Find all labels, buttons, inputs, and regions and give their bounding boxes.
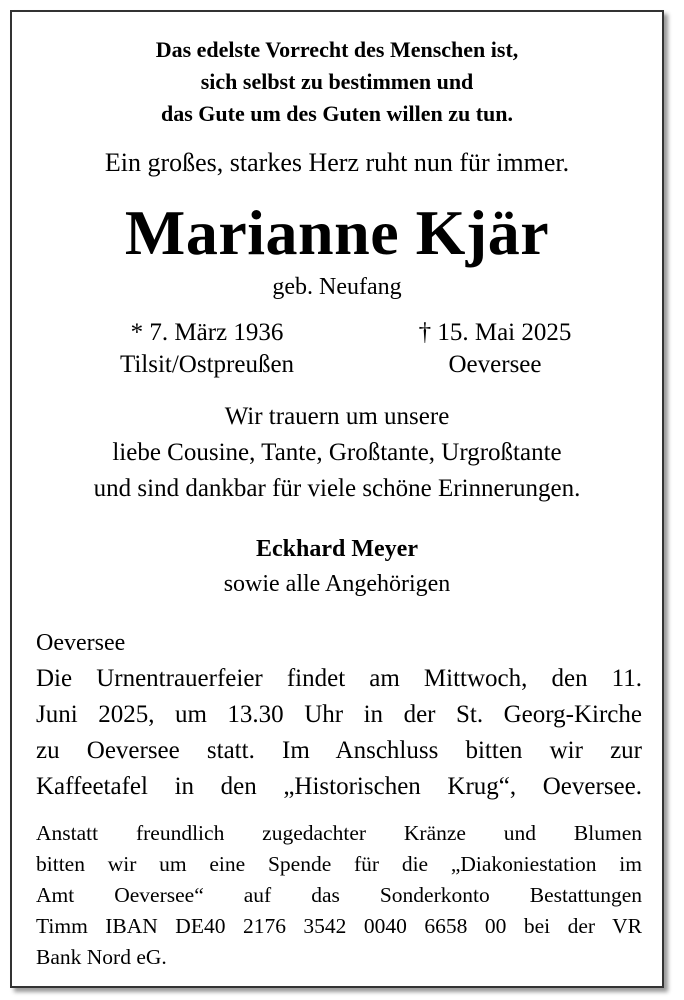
mourning-text xyxy=(12,399,662,507)
donation-line: Anstatt freundlich zugedachter Kränze und Blumen xyxy=(36,821,642,845)
mourning-line: und sind dankbar für viele schöne Erinnerungen. xyxy=(93,475,581,502)
deceased-name: Marianne Kjär xyxy=(124,197,550,268)
death-place: Oeversee xyxy=(448,351,542,378)
donation-info xyxy=(36,818,642,973)
signer-name: Eckhard Meyer xyxy=(256,536,418,562)
place: Oeversee xyxy=(36,630,126,656)
funeral-line: Juni 2025, um 13.30 Uhr in der St. Georg-Kirche xyxy=(36,701,642,728)
funeral-line: Kaffeetafel in den „Historischen Krug“, Oeversee. xyxy=(36,773,642,800)
motto-line: Das edelste Vorrecht des Menschen ist, xyxy=(155,37,519,62)
heart-line: Ein großes, starkes Herz ruht nun für immer. xyxy=(104,148,570,177)
funeral-info xyxy=(36,661,642,805)
motto-line: das Gute um des Guten willen zu tun. xyxy=(160,101,514,126)
funeral-line: Die Urnentrauerfeier findet am Mittwoch, den 11. xyxy=(36,665,642,692)
donation-line: bitten wir um eine Spende für die „Diakoniestation im xyxy=(36,852,642,876)
mourning-line: liebe Cousine, Tante, Großtante, Urgroßtante xyxy=(112,439,562,466)
birth-date: * 7. März 1936 xyxy=(130,319,284,346)
death-info xyxy=(370,317,620,381)
birth-name: geb. Neufang xyxy=(272,274,402,300)
motto-line: sich selbst zu bestimmen und xyxy=(200,69,474,94)
birth-place: Tilsit/Ostpreußen xyxy=(119,351,295,378)
donation-line: Amt Oeversee“ auf das Sonderkonto Bestattungen xyxy=(36,883,642,907)
death-date: † 15. Mai 2025 xyxy=(418,319,572,346)
birth-info xyxy=(82,317,332,381)
death-notice xyxy=(10,10,664,988)
motto xyxy=(12,34,662,130)
funeral-line: zu Oeversee statt. Im Anschluss bitten wir zur xyxy=(36,737,642,764)
donation-line: Bank Nord eG. xyxy=(36,945,167,969)
donation-line: Timm IBAN DE40 2176 3542 0040 6658 00 bei der VR xyxy=(36,914,642,938)
mourning-line: Wir trauern um unsere xyxy=(224,403,450,430)
relatives: sowie alle Angehörigen xyxy=(223,571,451,597)
